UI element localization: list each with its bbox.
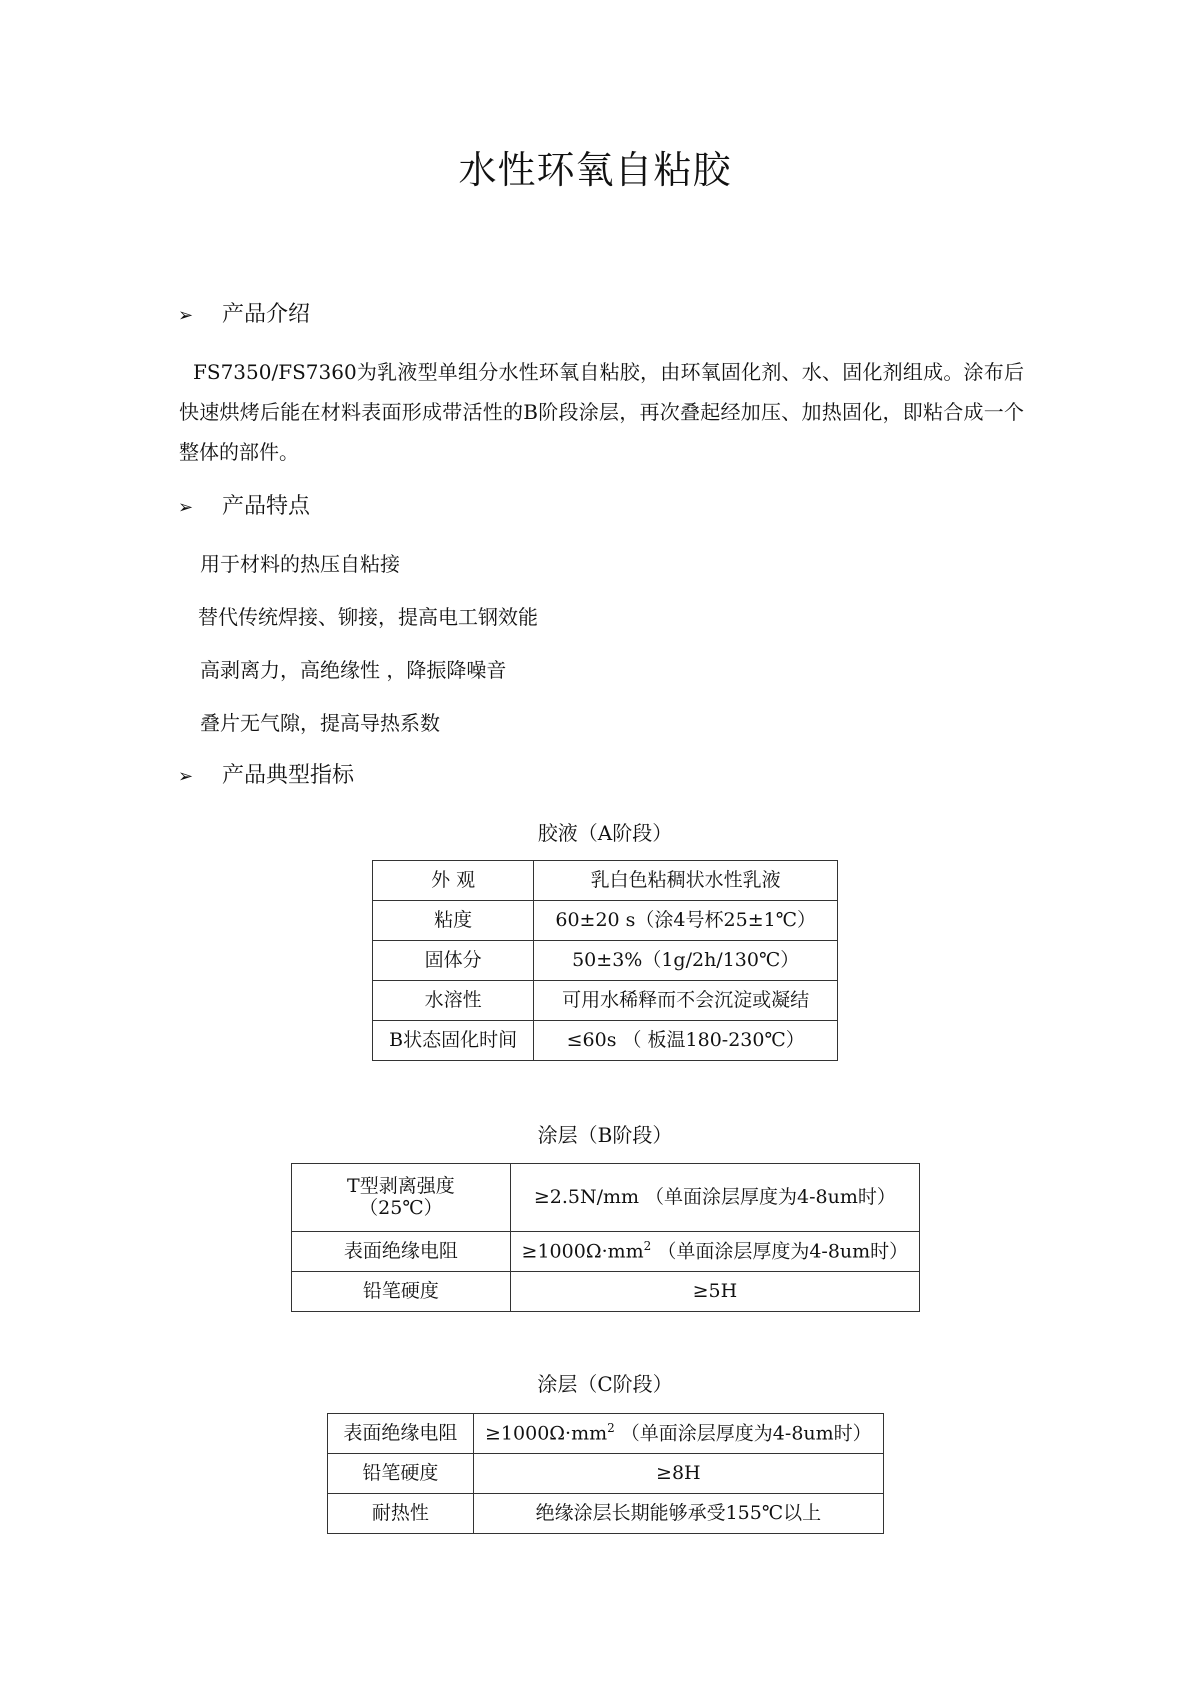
table-cell-label: 铅笔硬度	[292, 1272, 511, 1312]
table-cell-value: 50±3%（1g/2h/130℃）	[534, 941, 838, 981]
table-cell-label: B状态固化时间	[373, 1021, 534, 1061]
table-cell-label: 铅笔硬度	[328, 1454, 474, 1494]
value-text: ≥1000Ω·mm	[521, 1240, 644, 1263]
table-cell-label: T型剥离强度（25℃）	[292, 1164, 511, 1232]
arrow-bullet-icon: ➢	[178, 497, 194, 518]
section-heading-features	[178, 494, 310, 520]
table-row	[292, 1272, 920, 1312]
table-row	[373, 861, 838, 901]
section-label: 产品特点	[222, 494, 311, 519]
table-cell-value: 绝缘涂层长期能够承受155℃以上	[473, 1494, 883, 1534]
table-cell-value: ≤60s （ 板温180-230℃）	[534, 1021, 838, 1061]
table-row	[328, 1494, 884, 1534]
table-row	[373, 981, 838, 1021]
section-heading-intro	[178, 302, 310, 328]
feature-item: 叠片无气隙，提高导热系数	[200, 711, 440, 735]
table-row	[328, 1414, 884, 1454]
intro-paragraph: FS7350/FS7360为乳液型单组分水性环氧自粘胶，由环氧固化剂、水、固化剂组成。涂布后快速烘烤后能在材料表面形成带活性的B阶段涂层，再次叠起经加压、加热固化，即粘合成一个整体的部件。	[179, 360, 1024, 464]
superscript: 2	[643, 1238, 652, 1253]
feature-item: 替代传统焊接、铆接，提高电工钢效能	[198, 605, 538, 629]
table-cell-value: 可用水稀释而不会沉淀或凝结	[534, 981, 838, 1021]
value-text: （单面涂层厚度为4-8um时）	[614, 1422, 872, 1445]
section-label: 产品介绍	[222, 302, 311, 327]
table-c	[327, 1413, 884, 1534]
table-b-caption: 涂层（B阶段）	[537, 1123, 673, 1147]
table-cell-value	[510, 1232, 919, 1272]
table-cell-value: ≥2.5N/mm （单面涂层厚度为4-8um时）	[510, 1164, 919, 1232]
table-cell-value: ≥8H	[473, 1454, 883, 1494]
table-row	[292, 1232, 920, 1272]
table-row	[328, 1454, 884, 1494]
table-cell-label: 表面绝缘电阻	[328, 1414, 474, 1454]
value-text: ≥1000Ω·mm	[485, 1422, 608, 1445]
feature-item: 用于材料的热压自粘接	[200, 552, 400, 576]
table-row	[373, 1021, 838, 1061]
table-cell-label: 表面绝缘电阻	[292, 1232, 511, 1272]
arrow-bullet-icon: ➢	[178, 766, 194, 787]
table-row	[373, 941, 838, 981]
arrow-bullet-icon: ➢	[178, 305, 194, 326]
table-cell-label: 粘度	[373, 901, 534, 941]
table-cell-value	[473, 1414, 883, 1454]
section-label: 产品典型指标	[222, 763, 355, 788]
page-title: 水性环氧自粘胶	[458, 148, 732, 192]
table-cell-value: ≥5H	[510, 1272, 919, 1312]
table-b	[291, 1163, 920, 1312]
feature-item: 高剥离力，高绝缘性 ，降振降噪音	[200, 658, 507, 682]
table-a-caption: 胶液（A阶段）	[537, 821, 673, 845]
table-row	[292, 1164, 920, 1232]
table-cell-label: 外 观	[373, 861, 534, 901]
table-cell-value: 60±20 s（涂4号杯25±1℃）	[534, 901, 838, 941]
table-cell-label: 耐热性	[328, 1494, 474, 1534]
value-text: （单面涂层厚度为4-8um时）	[651, 1240, 909, 1263]
table-row	[373, 901, 838, 941]
section-heading-specs	[178, 763, 354, 789]
table-cell-value: 乳白色粘稠状水性乳液	[534, 861, 838, 901]
superscript: 2	[607, 1420, 615, 1435]
table-cell-label: 固体分	[373, 941, 534, 981]
table-a	[372, 860, 838, 1061]
table-c-caption: 涂层（C阶段）	[537, 1372, 673, 1396]
table-cell-label: 水溶性	[373, 981, 534, 1021]
